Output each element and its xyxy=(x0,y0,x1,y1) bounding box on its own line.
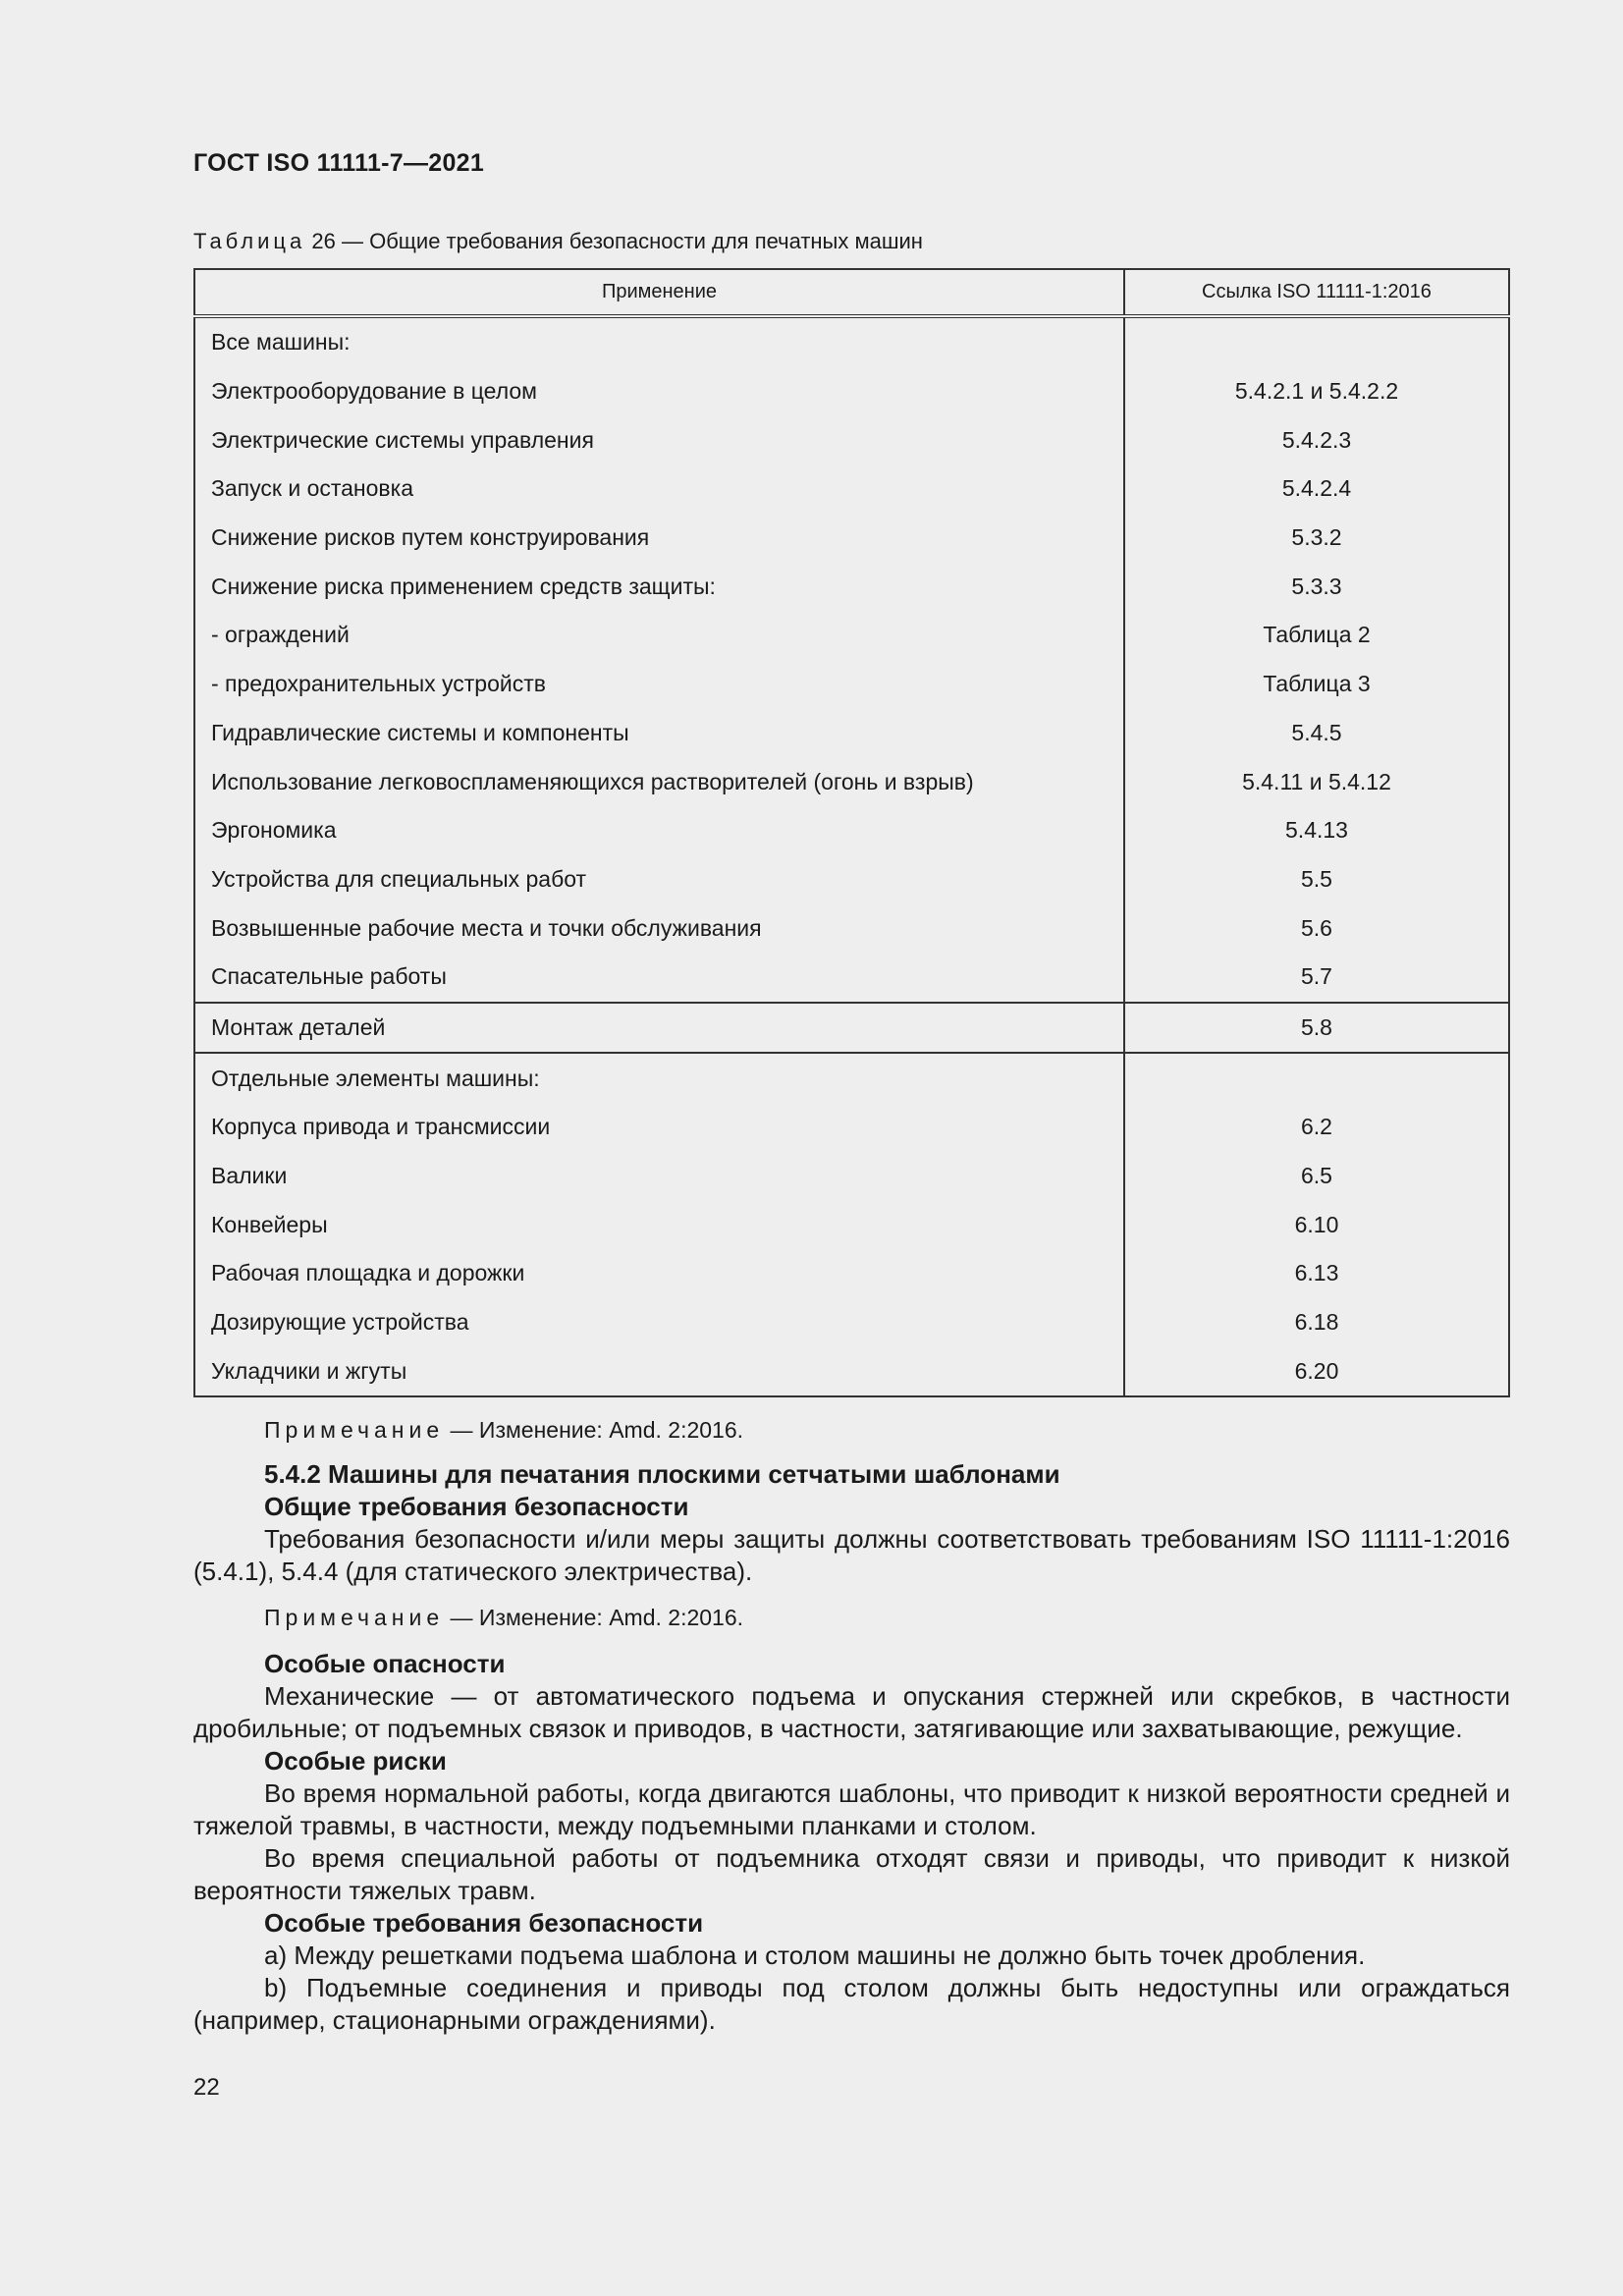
cell-reference: Таблица 3 xyxy=(1124,660,1509,709)
table-row xyxy=(194,660,1509,709)
risks-text-2: Во время специальной работы от подъемника отходят связи и приводы, что приводит к низкой вероятности тяжелых травм. xyxy=(193,1843,1510,1905)
cell-reference xyxy=(1124,1053,1509,1103)
note-1-label: Примечание xyxy=(264,1417,445,1443)
table-row xyxy=(194,855,1509,904)
cell-application: Дозирующие устройства xyxy=(194,1298,1124,1347)
hazards-text: Механические — от автоматического подъема и опускания стержней или скребков, в частности дробильные; от подъемных связок и приводов, в частности, затягивающие или захватывающие, режущие. xyxy=(193,1681,1510,1743)
note-2 xyxy=(193,1602,1510,1634)
table-row xyxy=(194,514,1509,563)
cell-application: Все машины: xyxy=(194,316,1124,367)
table-caption-text: 26 — Общие требования безопасности для печатных машин xyxy=(311,229,923,253)
section-heading: 5.4.2 Машины для печатания плоскими сетчатыми шаблонами xyxy=(264,1459,1060,1489)
cell-reference: 5.3.2 xyxy=(1124,514,1509,563)
note-2-label: Примечание xyxy=(264,1605,445,1630)
cell-reference: 5.4.2.3 xyxy=(1124,415,1509,465)
table-row xyxy=(194,757,1509,806)
cell-reference: 6.18 xyxy=(1124,1298,1509,1347)
table-row xyxy=(194,709,1509,758)
requirements-table xyxy=(193,268,1510,1397)
table-row xyxy=(194,1053,1509,1103)
standard-code: ГОСТ ISO 11111-7—2021 xyxy=(193,149,485,177)
table-row xyxy=(194,1249,1509,1298)
cell-reference xyxy=(1124,316,1509,367)
cell-reference: 5.7 xyxy=(1124,953,1509,1003)
cell-reference: 5.4.13 xyxy=(1124,806,1509,855)
table-row xyxy=(194,1003,1509,1054)
table-row xyxy=(194,1346,1509,1396)
cell-application: Возвышенные рабочие места и точки обслуживания xyxy=(194,903,1124,953)
table-row xyxy=(194,465,1509,514)
table-caption-word: Таблица xyxy=(193,229,306,253)
cell-application: Электрооборудование в целом xyxy=(194,367,1124,416)
cell-application: Устройства для специальных работ xyxy=(194,855,1124,904)
note-1 xyxy=(193,1414,1510,1447)
cell-application: Эргономика xyxy=(194,806,1124,855)
table-row xyxy=(194,611,1509,660)
table-row xyxy=(194,1298,1509,1347)
cell-reference: 6.10 xyxy=(1124,1200,1509,1249)
cell-application: Отдельные элементы машины: xyxy=(194,1053,1124,1103)
cell-application: Запуск и остановка xyxy=(194,465,1124,514)
table-row xyxy=(194,316,1509,367)
table-row xyxy=(194,1103,1509,1152)
column-header-reference: Ссылка ISO 11111-1:2016 xyxy=(1124,269,1509,316)
cell-application: Корпуса привода и трансмиссии xyxy=(194,1103,1124,1152)
cell-reference: 5.4.2.1 и 5.4.2.2 xyxy=(1124,367,1509,416)
requirement-a: a) Между решетками подъема шаблона и столом машины не должно быть точек дробления. xyxy=(264,1941,1366,1970)
table-row xyxy=(194,367,1509,416)
table-row xyxy=(194,562,1509,611)
cell-application: Снижение рисков путем конструирования xyxy=(194,514,1124,563)
general-heading: Общие требования безопасности xyxy=(264,1492,689,1521)
table-row xyxy=(194,1152,1509,1201)
cell-application: Электрические системы управления xyxy=(194,415,1124,465)
note-2-text: — Изменение: Amd. 2:2016. xyxy=(444,1605,744,1630)
cell-application: Гидравлические системы и компоненты xyxy=(194,709,1124,758)
table-caption xyxy=(193,229,923,254)
cell-reference: 6.5 xyxy=(1124,1152,1509,1201)
cell-application: Использование легковоспламеняющихся растворителей (огонь и взрыв) xyxy=(194,757,1124,806)
cell-reference: 5.8 xyxy=(1124,1003,1509,1054)
cell-reference: 5.5 xyxy=(1124,855,1509,904)
cell-reference: 5.3.3 xyxy=(1124,562,1509,611)
cell-reference: 5.4.5 xyxy=(1124,709,1509,758)
requirement-b: b) Подъемные соединения и приводы под столом должны быть недоступны или ограждаться (например, стационарными ограждениями). xyxy=(193,1973,1510,2035)
cell-application: - предохранительных устройств xyxy=(194,660,1124,709)
hazards-heading: Особые опасности xyxy=(264,1649,506,1678)
cell-reference: 5.4.11 и 5.4.12 xyxy=(1124,757,1509,806)
note-1-text: — Изменение: Amd. 2:2016. xyxy=(444,1417,744,1443)
cell-application: Укладчики и жгуты xyxy=(194,1346,1124,1396)
cell-application: Спасательные работы xyxy=(194,953,1124,1003)
page-number: 22 xyxy=(193,2074,220,2101)
cell-reference: 6.2 xyxy=(1124,1103,1509,1152)
table-row xyxy=(194,415,1509,465)
table-row xyxy=(194,1200,1509,1249)
table-body xyxy=(194,316,1509,1396)
cell-application: Снижение риска применением средств защиты: xyxy=(194,562,1124,611)
cell-reference: Таблица 2 xyxy=(1124,611,1509,660)
cell-reference: 6.20 xyxy=(1124,1346,1509,1396)
cell-application: Валики xyxy=(194,1152,1124,1201)
cell-reference: 5.4.2.4 xyxy=(1124,465,1509,514)
cell-application: Монтаж деталей xyxy=(194,1003,1124,1054)
table-header-row xyxy=(194,269,1509,316)
table-row xyxy=(194,806,1509,855)
cell-application: Конвейеры xyxy=(194,1200,1124,1249)
section-content xyxy=(193,1414,1510,2037)
cell-reference: 6.13 xyxy=(1124,1249,1509,1298)
table-row xyxy=(194,903,1509,953)
column-header-application: Применение xyxy=(194,269,1124,316)
cell-application: - ограждений xyxy=(194,611,1124,660)
cell-reference: 5.6 xyxy=(1124,903,1509,953)
cell-application: Рабочая площадка и дорожки xyxy=(194,1249,1124,1298)
general-text: Требования безопасности и/или меры защиты должны соответствовать требованиям ISO 11111-1:2016 (5.4.1), 5.4.4 (для статического электричества). xyxy=(193,1524,1510,1586)
special-requirements-heading: Особые требования безопасности xyxy=(264,1908,704,1938)
table-row xyxy=(194,953,1509,1003)
risks-text-1: Во время нормальной работы, когда двигаются шаблоны, что приводит к низкой вероятности средней и тяжелой травмы, в частности, между подъемными планками и столом. xyxy=(193,1778,1510,1840)
risks-heading: Особые риски xyxy=(264,1746,447,1776)
